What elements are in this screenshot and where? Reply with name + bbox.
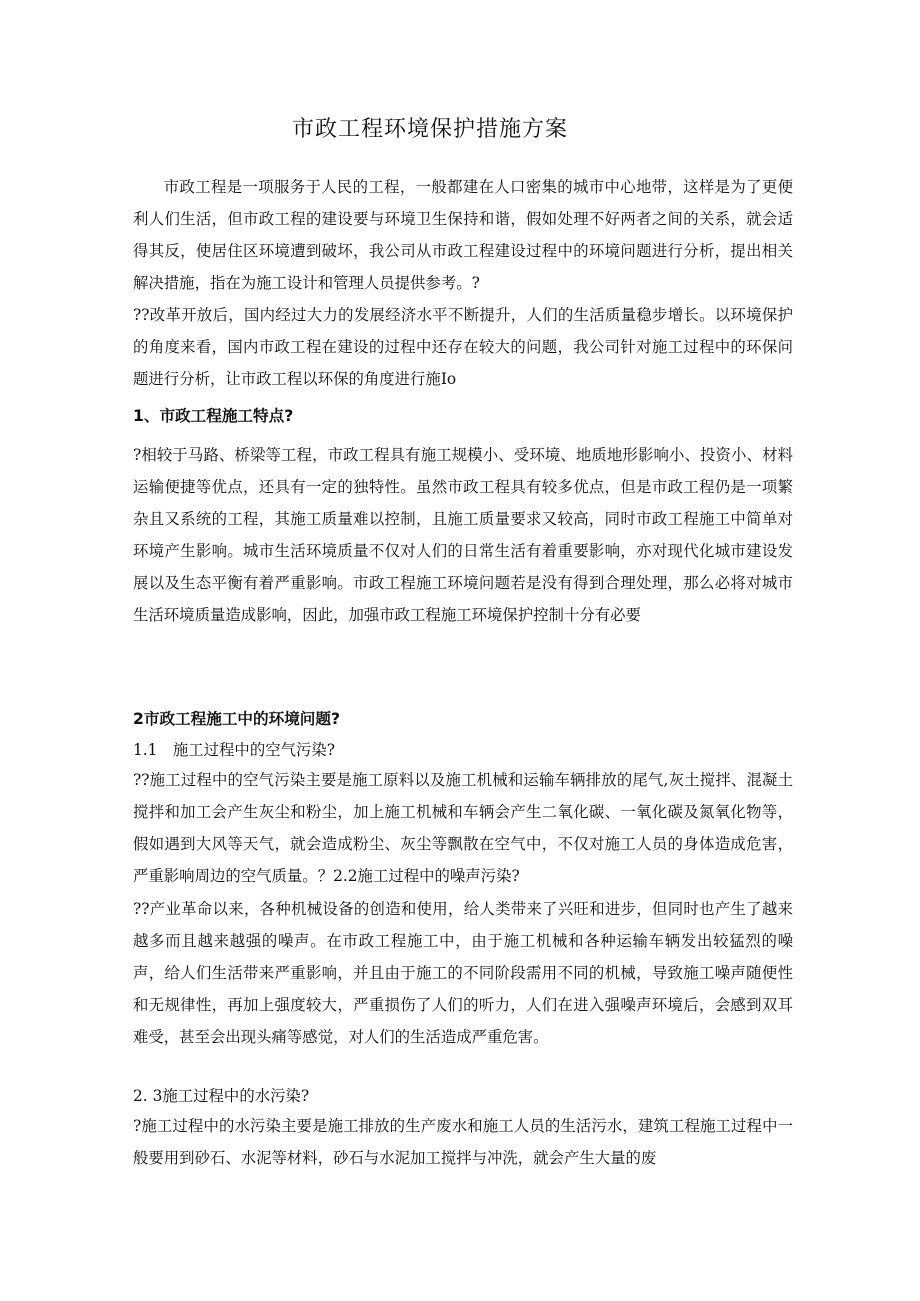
section-1-heading: 1、市政工程施工特点? <box>133 407 294 425</box>
section-2-heading: 2市政工程施工中的环境问题? <box>133 710 341 728</box>
section-2-1-heading: 1.1 施工过程中的空气污染? <box>133 741 336 759</box>
section-2-3-heading: 2. 3施工过程中的水污染? <box>133 1087 310 1105</box>
section-1-paragraph: ?相较于马路、桥梁等工程，市政工程具有施工规模小、受环境、地质地形影响小、投资小、材料运输便捷等优点，还具有一定的独特性。虽然市政工程具有较多优点，但是市政工程仍是一项繁杂且又系统的工程，其施工质量难以控制，且施工质量要求又较高，同时市政工程施工中简单对环境产生影响。城市生活环境质量不仅对人们的日常生活有着重要影响，亦对现代化城市建设发展以及生态平衡有着严重影响。市政工程施工环境问题若是没有得到合理处理，那么必将对城市生活环境质量造成影响，因此，加强市政工程施工环境保护控制十分有必要 <box>133 446 793 624</box>
noise-paragraph: ??产业革命以来，各种机械设备的创造和使用，给人类带来了兴旺和进步，但同时也产生了越来越多而且越来越强的噪声。在市政工程施工中，由于施工机械和各种运输车辆发出较猛烈的噪声，给人们生活带来严重影响，并且由于施工的不同阶段需用不同的机械，导致施工噪声随便性和无规律性，再加上强度较大，严重损伤了人们的听力，人们在进入强噪声环境后，会感到双耳难受，甚至会出现头痛等感觉，对人们的生活造成严重危害。 <box>133 900 793 1046</box>
section-2-1-paragraph: ??施工过程中的空气污染主要是施工原料以及施工机械和运输车辆排放的尾气,灰土搅拌、混凝土搅拌和加工会产生灰尘和粉尘，加上施工机械和车辆会产生二氧化碳、一氧化碳及氮氧化物等，假如遇到大风等天气，就会造成粉尘、灰尘等飘散在空气中，不仅对施工人员的身体造成危害，严重影响周边的空气质量。？2.2施工过程中的噪声污染? <box>133 771 793 885</box>
intro-paragraph: 市政工程是一项服务于人民的工程，一般都建在人口密集的城市中心地带，这样是为了更便利人们生活，但市政工程的建设要与环境卫生保持和谐，假如处理不好两者之间的关系，就会适得其反，使居住区环境遭到破坏，我公司从市政工程建设过程中的环境问题进行分析，提出相关解决措施，指在为施工设计和管理人员提供参考。? <box>133 178 793 292</box>
document-title: 市政工程环境保护措施方案 <box>291 117 568 142</box>
section-2-3-paragraph: ?施工过程中的水污染主要是施工排放的生产废水和施工人员的生活污水，建筑工程施工过程中一般要用到砂石、水泥等材料，砂石与水泥加工搅拌与冲洗，就会产生大量的废 <box>133 1117 793 1167</box>
reform-paragraph: ??改革开放后，国内经过大力的发展经济水平不断提升，人们的生活质量稳步增长。以环境保护的角度来看，国内市政工程在建设的过程中还存在较大的问题，我公司针对施工过程中的环保问题进行分析，让市政工程以环保的角度进行施Io <box>133 306 793 388</box>
